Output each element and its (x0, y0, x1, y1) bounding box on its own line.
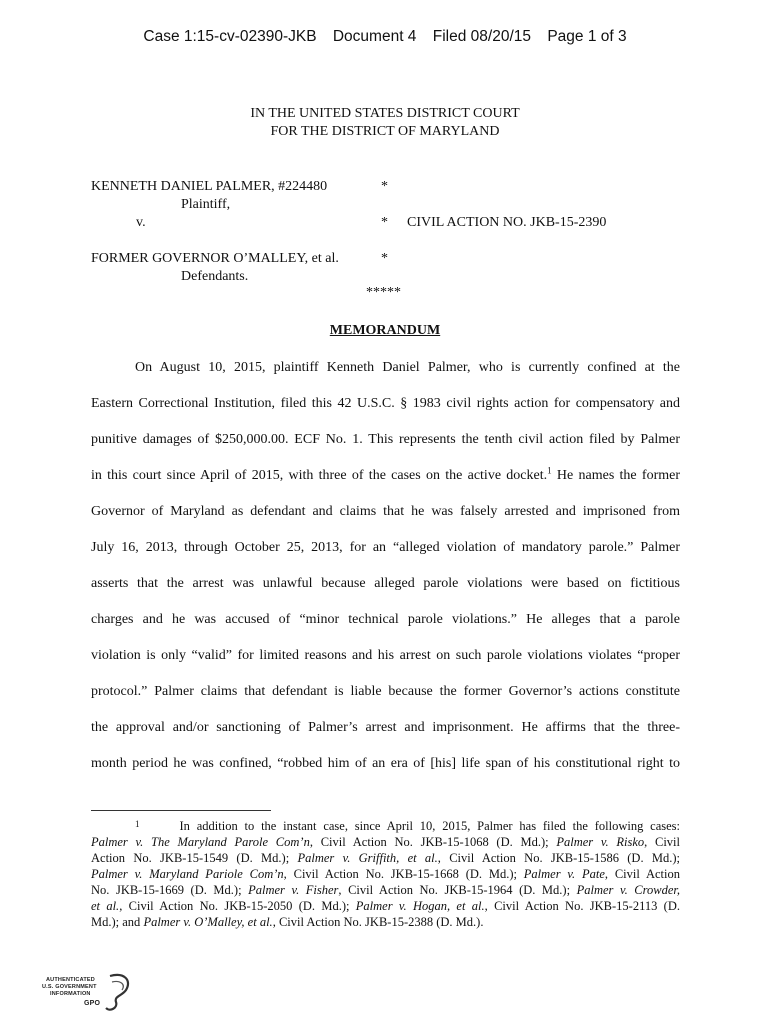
footnote-divider (91, 810, 271, 811)
body-line-7: asserts that the arrest was unlawful because alleged parole violations were based on fictitious (91, 576, 680, 591)
footnote-line-3 (91, 850, 680, 866)
body-line-3: punitive damages of $250,000.00. ECF No. 1. This represents the tenth civil action filed by Palmer (91, 432, 680, 447)
document-number: Document 4 (332, 28, 417, 45)
body-line-10: protocol.” Palmer claims that defendant is liable because the former Governor’s actions constitute (91, 684, 680, 699)
body-line-1: On August 10, 2015, plaintiff Kenneth Daniel Palmer, who is currently confined at the (135, 360, 680, 375)
caption-star-1: * (381, 179, 388, 194)
footnote-line-5 (91, 882, 680, 898)
body-line-9: violation is only “valid” for limited reasons and his arrest on such parole violations violates “proper (91, 648, 680, 663)
court-name-line-2: FOR THE DISTRICT OF MARYLAND (270, 124, 500, 139)
caption-divider: ***** (366, 285, 401, 300)
cite-text: , Civil Action No. JKB-15-1586 (D. Md.); (437, 851, 680, 865)
plaintiff-role: Plaintiff, (181, 197, 231, 212)
body-line-12: month period he was confined, “robbed him of an era of [his] life span of his constitutional right to (91, 756, 680, 771)
cite-text: Action No. JKB-15-1549 (D. Md.); (91, 851, 298, 865)
case-cite-8: Palmer v. Hogan, et al. (355, 899, 485, 913)
defendant-name: FORMER GOVERNOR O’MALLEY, et al. (91, 251, 339, 266)
case-number: Case 1:15-cv-02390-JKB (143, 28, 317, 45)
versus: v. (136, 215, 146, 230)
footnote-line-4 (91, 866, 680, 882)
eagle-wing-icon (112, 981, 123, 990)
cite-text: No. JKB-15-1669 (D. Md.); (91, 883, 249, 897)
cite-text: , Civil Action No. JKB-15-2113 (D. (484, 899, 680, 913)
court-name-line-1: IN THE UNITED STATES DISTRICT COURT (250, 106, 520, 121)
filed-date: Filed 08/20/15 (432, 28, 531, 45)
cite-text: , Civil Action No. JKB-15-2050 (D. Md.); (119, 899, 356, 913)
case-cite-7: Palmer v. Crowder, (576, 883, 680, 897)
footnote-intro: In addition to the instant case, since April 10, 2015, Palmer has filed the following cases: (179, 819, 680, 833)
body-line-4-tail: He names the former (551, 468, 680, 483)
footnote-line-2 (91, 834, 680, 850)
body-line-8: charges and he was accused of “minor technical parole violations.” He alleges that a parole (91, 612, 680, 627)
caption-star-2: * (381, 215, 388, 230)
footnote-line-6 (91, 898, 680, 914)
logo-line-1: AUTHENTICATED (46, 977, 95, 983)
body-line-4-text: in this court since April of 2015, with three of the cases on the active docket. (91, 468, 548, 483)
case-cite-1: Palmer v. The Maryland Parole Com’n (91, 835, 310, 849)
cite-text: , Civil Action No. JKB-15-1964 (D. Md.); (338, 883, 577, 897)
footnote-reference[interactable]: 1 (547, 467, 552, 476)
case-cite-4: Palmer v. Maryland Pariole Com’n (91, 867, 284, 881)
logo-line-4: GPO (84, 1000, 101, 1007)
body-line-6: July 16, 2013, through October 25, 2013, for an “alleged violation of mandatory parole.” Palmer (91, 540, 680, 555)
case-header (0, 28, 770, 46)
footnote-line-1 (135, 818, 680, 834)
defendant-role: Defendants. (181, 269, 249, 284)
case-cite-9: Palmer v. O’Malley, et al. (143, 915, 273, 929)
cite-text: , Civil Action No. JKB-15-1068 (D. Md.); (309, 835, 557, 849)
body-line-2: Eastern Correctional Institution, filed this 42 U.S.C. § 1983 civil rights action for compensatory and (91, 396, 680, 411)
civil-action-number: CIVIL ACTION NO. JKB-15-2390 (407, 215, 607, 230)
cite-text: , Civil Action (604, 867, 680, 881)
body-line-11: the approval and/or sanctioning of Palmer’s arrest and imprisonment. He affirms that the three- (91, 720, 680, 735)
plaintiff-name: KENNETH DANIEL PALMER, #224480 (91, 179, 328, 194)
case-cite-5: Palmer v. Pate (523, 867, 605, 881)
footnote-mark: 1 (135, 819, 140, 829)
logo-line-3: INFORMATION (50, 991, 91, 997)
logo-line-2: U.S. GOVERNMENT (42, 984, 97, 990)
caption-star-3: * (381, 251, 388, 266)
page-indicator: Page 1 of 3 (547, 28, 627, 45)
gpo-authentication-logo (40, 972, 135, 1014)
eagle-icon (106, 975, 128, 1010)
body-line-5: Governor of Maryland as defendant and claims that he was falsely arrested and imprisoned from (91, 504, 680, 519)
footnote-line-7 (91, 914, 680, 930)
memorandum-title: MEMORANDUM (329, 323, 441, 338)
cite-text: , Civil (644, 835, 680, 849)
case-cite-3: Palmer v. Griffith, et al. (297, 851, 438, 865)
cite-text: , Civil Action No. JKB-15-1668 (D. Md.); (283, 867, 524, 881)
body-line-4 (91, 467, 680, 487)
case-cite-6: Palmer v. Fisher (248, 883, 339, 897)
cite-text: , Civil Action No. JKB-15-2388 (D. Md.). (272, 915, 484, 929)
cite-text: Md.); and (91, 915, 144, 929)
case-cite-7b: et al. (91, 899, 120, 913)
case-cite-2: Palmer v. Risko (556, 835, 645, 849)
